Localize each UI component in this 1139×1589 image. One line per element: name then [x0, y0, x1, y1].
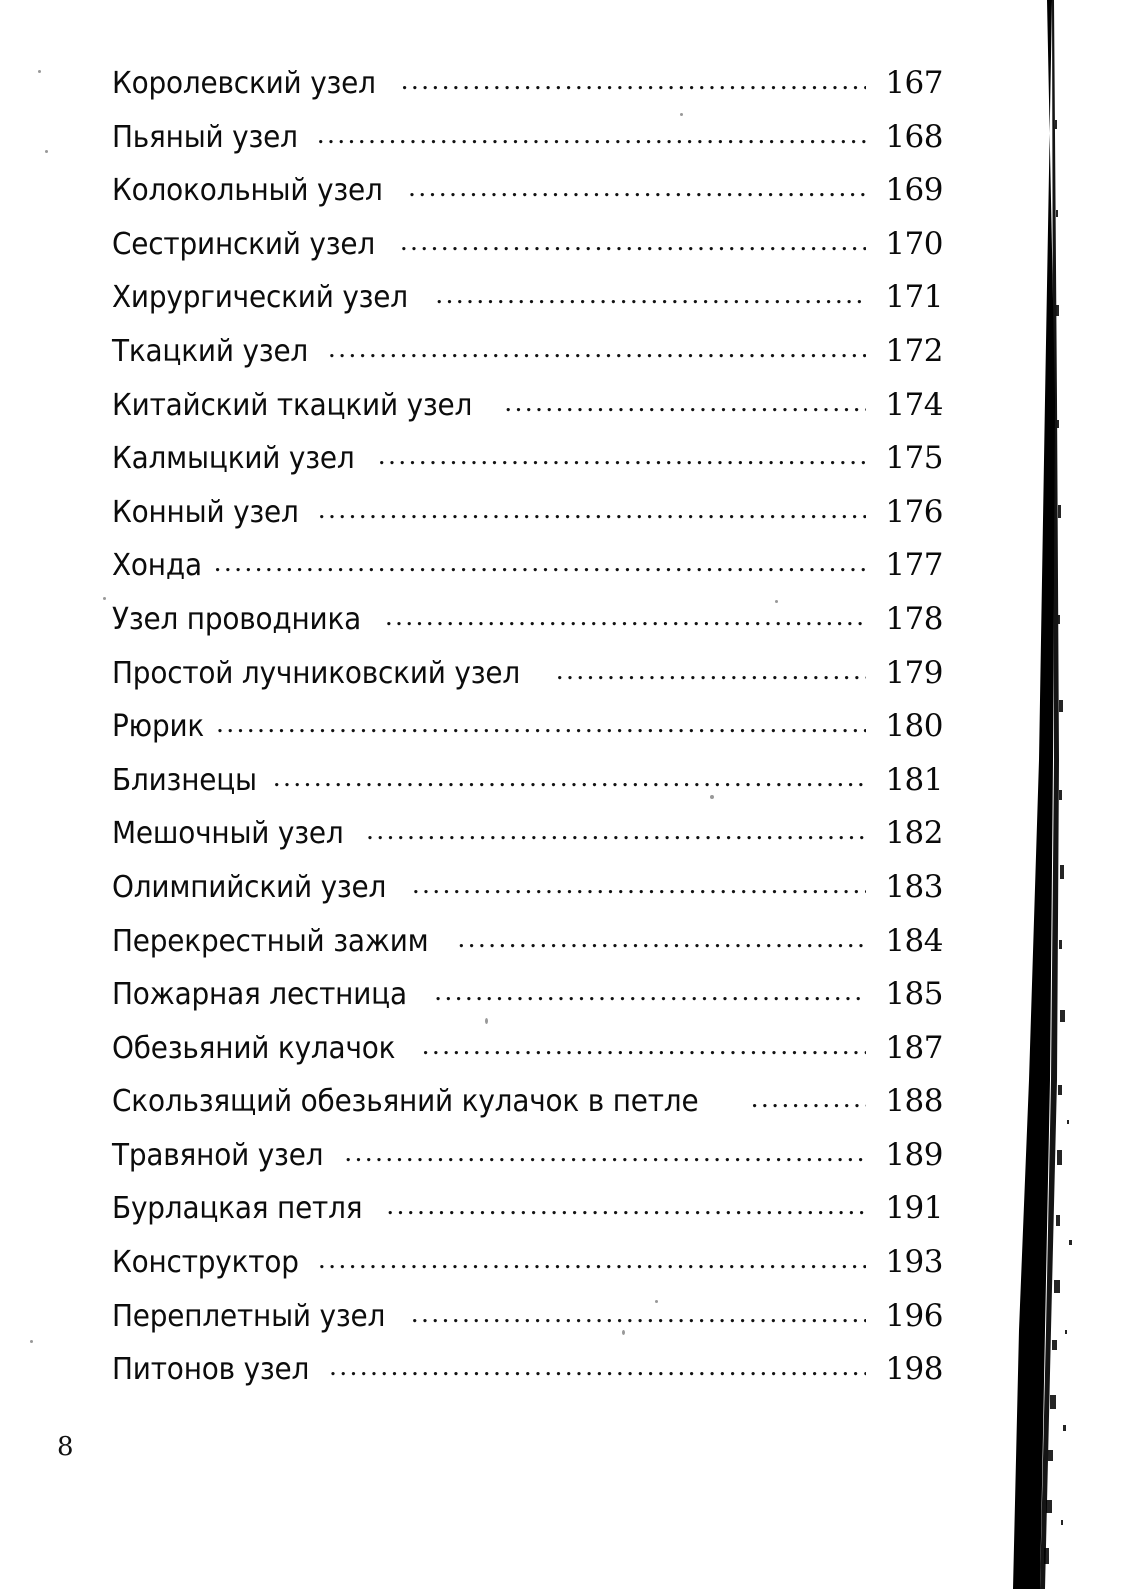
gutter-wedge-shape	[989, 0, 1139, 1589]
toc-entry-page-number: 175	[885, 440, 943, 477]
scan-speck	[622, 1330, 625, 1335]
toc-entry-page-number: 181	[885, 761, 943, 798]
toc-dot-leader	[751, 1095, 866, 1111]
toc-entry-page-number: 177	[885, 547, 943, 584]
toc-entry-title: Королевский узел	[112, 66, 376, 101]
toc-dot-leader	[385, 613, 866, 629]
scan-speck	[45, 150, 48, 153]
toc-entry-title: Узел проводника	[112, 601, 362, 637]
toc-entry-title: Колокольный узел	[112, 173, 383, 209]
toc-entry-title: Пожарная лестница	[112, 977, 407, 1013]
toc-entry[interactable]	[112, 1244, 943, 1301]
toc-entry-page-number: 168	[885, 118, 943, 155]
toc-entry[interactable]	[112, 868, 943, 926]
toc-dot-leader	[412, 881, 866, 897]
toc-dot-leader	[273, 774, 866, 790]
toc-entry-title: Хирургический узел	[112, 280, 408, 316]
toc-entry[interactable]	[112, 761, 943, 819]
toc-entry-page-number: 198	[885, 1351, 943, 1388]
toc-entry-page-number: 176	[885, 493, 943, 530]
toc-entry-title: Конструктор	[112, 1245, 299, 1281]
toc-entry[interactable]	[112, 332, 943, 390]
toc-entry-page-number: 172	[885, 332, 943, 369]
toc-entry-page-number: 174	[885, 386, 943, 423]
toc-entry[interactable]	[112, 547, 943, 604]
toc-entry[interactable]	[112, 172, 943, 229]
toc-entry-title: Мешочный узел	[112, 816, 344, 852]
toc-entry-page-number: 169	[885, 172, 943, 209]
toc-entry-page-number: 185	[885, 976, 943, 1013]
toc-dot-leader	[435, 291, 866, 307]
toc-entry[interactable]	[112, 1029, 943, 1087]
gutter-frayed-edge	[989, 0, 1139, 1589]
toc-entry-page-number: 170	[885, 225, 943, 262]
toc-dot-leader	[408, 184, 866, 200]
toc-entry-title: Близнецы	[112, 762, 257, 798]
toc-dot-leader	[401, 77, 866, 93]
page-folio-number: 8	[57, 1432, 74, 1462]
toc-dot-leader	[329, 1363, 866, 1379]
scan-speck	[30, 1340, 33, 1343]
toc-dot-leader	[328, 345, 866, 361]
toc-dot-leader	[366, 827, 866, 843]
toc-entry-page-number: 184	[885, 922, 943, 959]
toc-entry-title: Обезьяний кулачок	[112, 1030, 396, 1066]
toc-dot-leader	[457, 935, 866, 951]
scan-speck	[710, 795, 714, 799]
toc-entry-page-number: 171	[885, 279, 943, 316]
toc-entry-title: Сестринский узел	[112, 226, 376, 262]
toc-entry-title: Олимпийский узел	[112, 869, 387, 905]
toc-entry-title: Китайский ткацкий узел	[112, 387, 473, 423]
toc-entry-title: Скользящий обезьяний кулачок в петле	[112, 1084, 699, 1120]
toc-entry-title: Простой лучниковский узел	[112, 655, 521, 691]
toc-dot-leader	[434, 988, 866, 1004]
toc-entry[interactable]	[112, 1136, 943, 1194]
toc-entry-title: Травяной узел	[112, 1137, 324, 1173]
toc-entry-page-number: 187	[885, 1029, 943, 1066]
toc-entry-page-number: 167	[885, 65, 943, 101]
scan-speck	[680, 113, 683, 116]
scan-speck	[103, 597, 106, 600]
toc-entry-title: Пьяный узел	[112, 119, 298, 155]
toc-entry-title: Хонда	[112, 548, 202, 584]
toc-entry-page-number: 193	[885, 1244, 943, 1281]
toc-dot-leader	[411, 1310, 866, 1326]
toc-entry-page-number: 191	[885, 1190, 943, 1227]
toc-dot-leader	[318, 506, 866, 522]
toc-entry-title: Рюрик	[112, 709, 205, 745]
toc-dot-leader	[422, 1042, 866, 1058]
toc-entry[interactable]	[112, 1190, 943, 1247]
toc-entry-page-number: 180	[885, 708, 943, 745]
toc-entry[interactable]	[112, 65, 943, 122]
scan-speck	[485, 1018, 488, 1024]
toc-dot-leader	[344, 1149, 866, 1165]
toc-entry[interactable]	[112, 1297, 943, 1355]
table-of-contents	[112, 65, 943, 1408]
scan-speck	[655, 1300, 658, 1303]
toc-entry[interactable]	[112, 654, 943, 712]
toc-entry-title: Калмыцкий узел	[112, 441, 355, 477]
book-gutter-shadow	[989, 0, 1139, 1589]
toc-dot-leader	[556, 667, 866, 683]
toc-entry[interactable]	[112, 118, 943, 176]
toc-entry-title: Переплетный узел	[112, 1298, 386, 1334]
toc-entry-page-number: 178	[885, 600, 943, 637]
toc-entry[interactable]	[112, 815, 943, 872]
toc-entry[interactable]	[112, 708, 943, 765]
toc-dot-leader	[214, 559, 866, 575]
toc-entry-page-number: 183	[885, 868, 943, 905]
toc-entry[interactable]	[112, 976, 943, 1033]
toc-entry[interactable]	[112, 922, 943, 980]
toc-dot-leader	[386, 1202, 866, 1218]
toc-entry[interactable]	[112, 1083, 943, 1140]
toc-entry-title: Ткацкий узел	[112, 333, 309, 369]
toc-dot-leader	[378, 452, 866, 468]
toc-entry-title: Питонов узел	[112, 1352, 310, 1388]
toc-entry[interactable]	[112, 1351, 943, 1408]
toc-entry-page-number: 189	[885, 1136, 943, 1173]
toc-entry[interactable]	[112, 600, 943, 658]
toc-entry-title: Конный узел	[112, 494, 299, 530]
toc-dot-leader	[317, 131, 866, 147]
toc-entry[interactable]	[112, 440, 943, 497]
toc-entry-page-number: 196	[885, 1297, 943, 1334]
toc-dot-leader	[318, 1256, 866, 1272]
scan-speck	[38, 70, 41, 73]
toc-entry-page-number: 188	[885, 1083, 943, 1120]
toc-dot-leader	[216, 720, 866, 736]
toc-entry[interactable]	[112, 225, 943, 283]
toc-entry[interactable]	[112, 386, 943, 444]
scan-speck	[775, 600, 778, 603]
toc-dot-leader	[504, 399, 866, 415]
toc-entry-page-number: 179	[885, 654, 943, 691]
toc-entry-title: Перекрестный зажим	[112, 923, 429, 959]
toc-dot-leader	[400, 238, 866, 254]
toc-entry[interactable]	[112, 279, 943, 336]
toc-entry-page-number: 182	[885, 815, 943, 852]
toc-entry-title: Бурлацкая петля	[112, 1191, 363, 1227]
toc-entry[interactable]	[112, 493, 943, 551]
